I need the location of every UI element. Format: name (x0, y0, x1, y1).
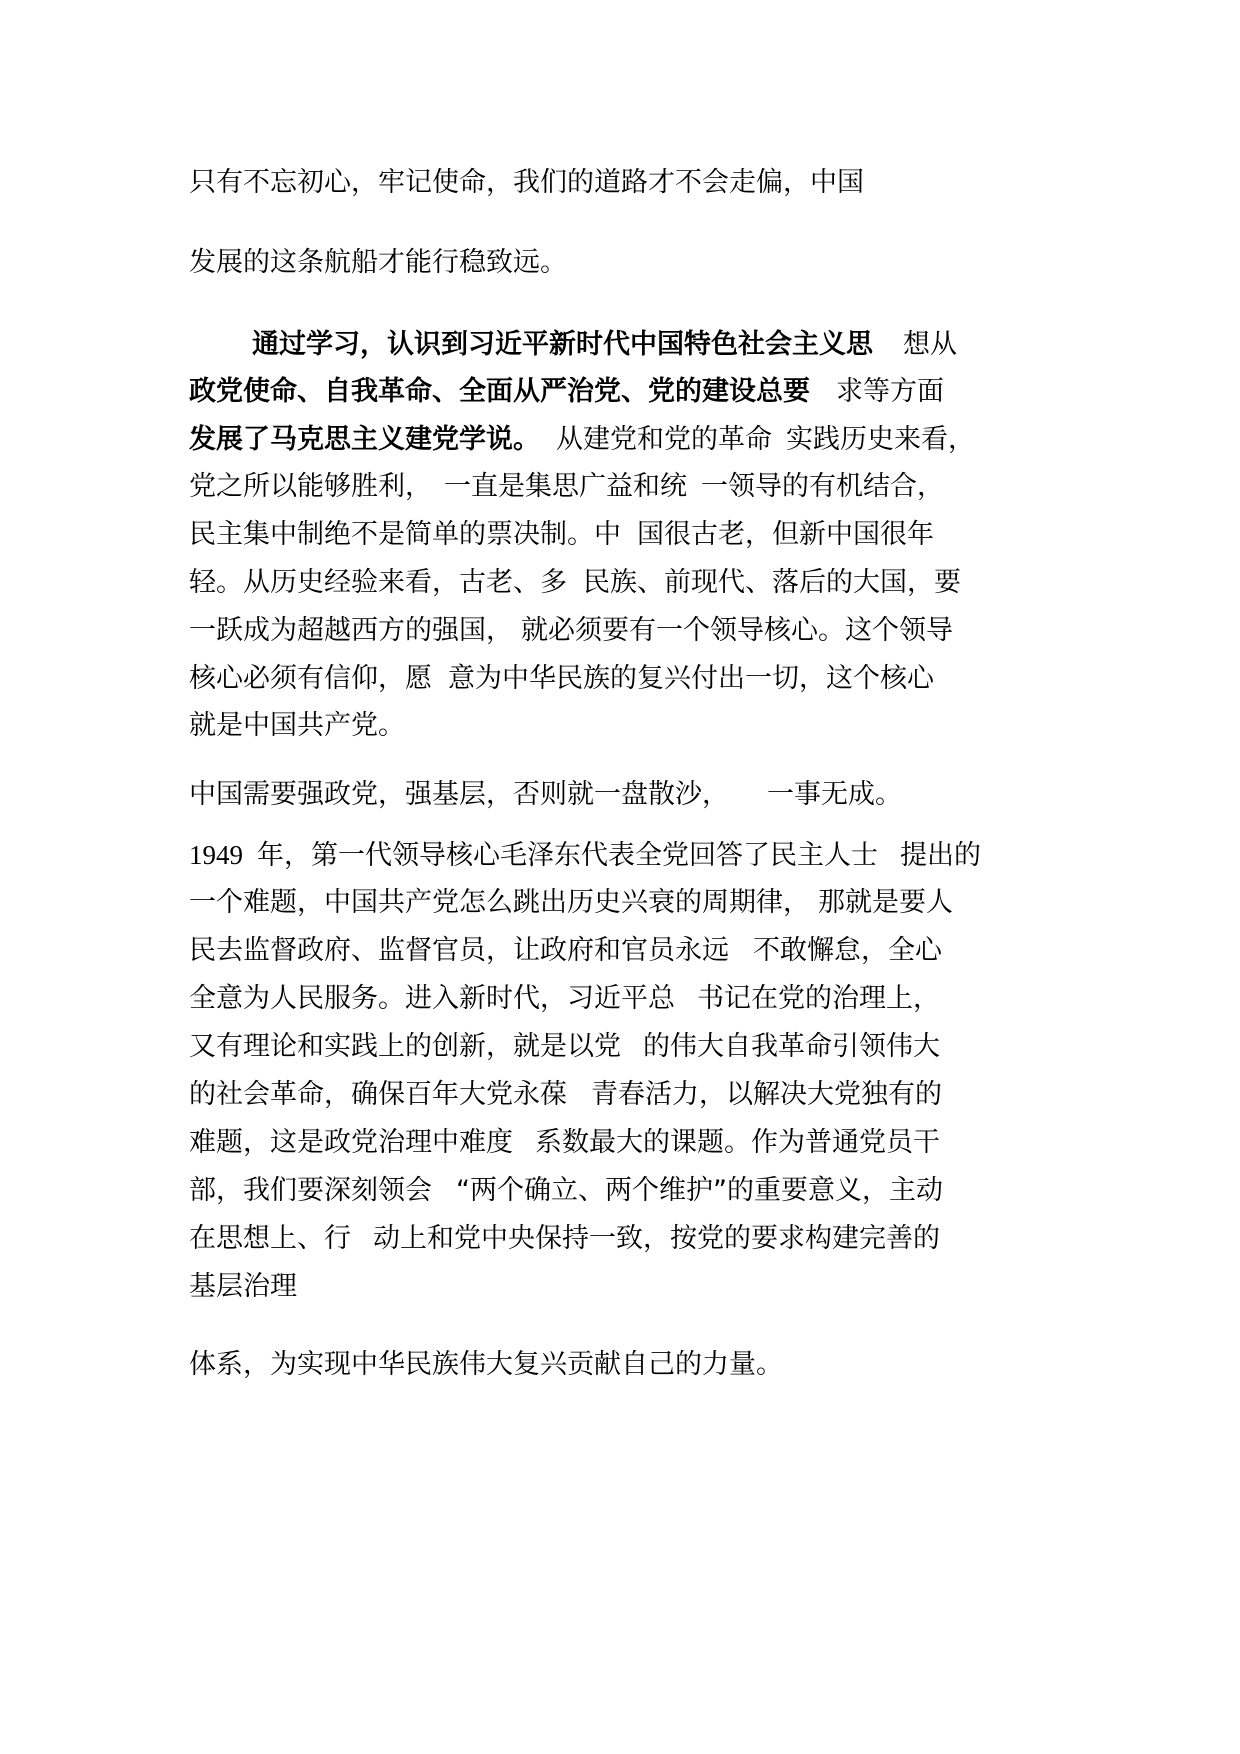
paragraph-2-line-7-b: 就必须要有一个领导核心。这个领导 (521, 615, 953, 646)
paragraph-2-line-1 (252, 325, 957, 365)
paragraph-4-line-3-b: 不敢懈怠，全心 (753, 935, 942, 966)
paragraph-2-line-1-bold: 通过学习，认识到习近平新时代中国特色社会主义思 (252, 329, 873, 360)
paragraph-4-line-9-a: 在思想上、行 (189, 1223, 351, 1254)
paragraph-4-line-4-b: 书记在党的治理上， (697, 983, 940, 1014)
paragraph-4-line-7-b: 系数最大的课题。作为普通党员干 (535, 1127, 940, 1158)
paragraph-4-line-5-b: 的伟大自我革命引领伟大 (643, 1031, 940, 1062)
paragraph-4-line-6 (189, 1075, 942, 1115)
paragraph-4-line-2-a: 一个难题，中国共产党怎么跳出历史兴衰的周期律， (189, 887, 810, 918)
paragraph-4-year: 1949 (189, 840, 243, 870)
paragraph-2-line-7 (189, 611, 953, 651)
paragraph-2-line-3-b: 实践历史来看， (786, 424, 975, 455)
paragraph-4-line-8 (189, 1171, 943, 1211)
paragraph-4-line-4-a: 全意为人民服务。进入新时代，习近平总 (189, 983, 675, 1014)
paragraph-3-line (189, 775, 902, 815)
paragraph-4-line-10: 基层治理 (189, 1271, 297, 1302)
paragraph-2-line-8-a: 核心必须有信仰，愿 (189, 663, 432, 694)
paragraph-2-line-8-b: 意为中华民族的复兴付出一切，这个核心 (448, 663, 934, 694)
paragraph-1-line-2: 发展的这条航船才能行稳致远。 (189, 247, 567, 278)
paragraph-4-line-9-b: 动上和党中央保持一致，按党的要求构建完善的 (373, 1223, 940, 1254)
paragraph-2-line-4-c: 一领导的有机结合， (701, 471, 944, 502)
paragraph-2-line-3 (189, 420, 975, 460)
paragraph-4-line-9 (189, 1219, 940, 1259)
paragraph-4-line-2-b: 那就是要人 (818, 887, 953, 918)
paragraph-2-line-3-bold: 发展了马克思主义建党学说。 (189, 424, 540, 455)
paragraph-2-line-6-b: 民族、前现代、落后的大国，要 (583, 567, 961, 598)
paragraph-2-line-2-tail: 求等方面 (836, 376, 944, 407)
paragraph-4-line-2 (189, 883, 953, 923)
paragraph-2-line-4-b: 一直是集思广益和统 (444, 471, 687, 502)
paragraph-2-line-5-b: 国很古老，但新中国很年 (637, 519, 934, 550)
paragraph-2-line-8 (189, 659, 934, 699)
paragraph-4-line-6-b: 青春活力，以解决大党独有的 (591, 1079, 942, 1110)
paragraph-4-line-1 (189, 835, 981, 876)
paragraph-2-line-6 (189, 563, 961, 603)
paragraph-2-line-7-a: 一跃成为超越西方的强国， (189, 615, 513, 646)
paragraph-2-line-9: 就是中国共产党。 (189, 710, 405, 741)
paragraph-4-line-3-a: 民去监督政府、监督官员，让政府和官员永远 (189, 935, 729, 966)
paragraph-4-line-7-a: 难题，这是政党治理中难度 (189, 1127, 513, 1158)
paragraph-2-line-2 (189, 372, 944, 412)
paragraph-3-line-a: 中国需要强政党，强基层，否则就一盘散沙， (189, 779, 729, 810)
paragraph-2-line-6-a: 轻。从历史经验来看，古老、多 (189, 567, 567, 598)
paragraph-4-line-11: 体系，为实现中华民族伟大复兴贡献自己的力量。 (189, 1349, 783, 1380)
paragraph-4-line-8-b: “两个确立、两个维护”的重要意义，主动 (456, 1175, 943, 1206)
paragraph-2-line-1-tail: 想从 (903, 329, 957, 360)
paragraph-4-line-5 (189, 1027, 940, 1067)
paragraph-4-line-7 (189, 1123, 940, 1163)
paragraph-4-line-1-a: 年，第一代领导核心毛泽东代表全党回答了民主人士 (257, 840, 878, 871)
paragraph-4-line-5-a: 又有理论和实践上的创新，就是以党 (189, 1031, 621, 1062)
paragraph-4-line-6-a: 的社会革命，确保百年大党永葆 (189, 1079, 567, 1110)
paragraph-2-line-2-bold: 政党使命、自我革命、全面从严治党、党的建设总要 (189, 376, 810, 407)
paragraph-4-line-3 (189, 931, 942, 971)
paragraph-2-line-4 (189, 467, 944, 507)
paragraph-4-line-1-b: 提出的 (900, 840, 981, 871)
paragraph-2-line-3-a: 从建党和党的革命 (556, 424, 772, 455)
paragraph-2-line-5 (189, 515, 934, 555)
paragraph-4-line-8-a: 部，我们要深刻领会 (189, 1175, 432, 1206)
paragraph-2-line-4-a: 党之所以能够胜利， (189, 471, 432, 502)
paragraph-2-line-5-a: 民主集中制绝不是简单的票决制。中 (189, 519, 621, 550)
paragraph-4-line-4 (189, 979, 940, 1019)
paragraph-3-line-b: 一事无成。 (767, 779, 902, 810)
paragraph-1-line-1: 只有不忘初心，牢记使命，我们的道路才不会走偏，中国 (189, 167, 864, 198)
